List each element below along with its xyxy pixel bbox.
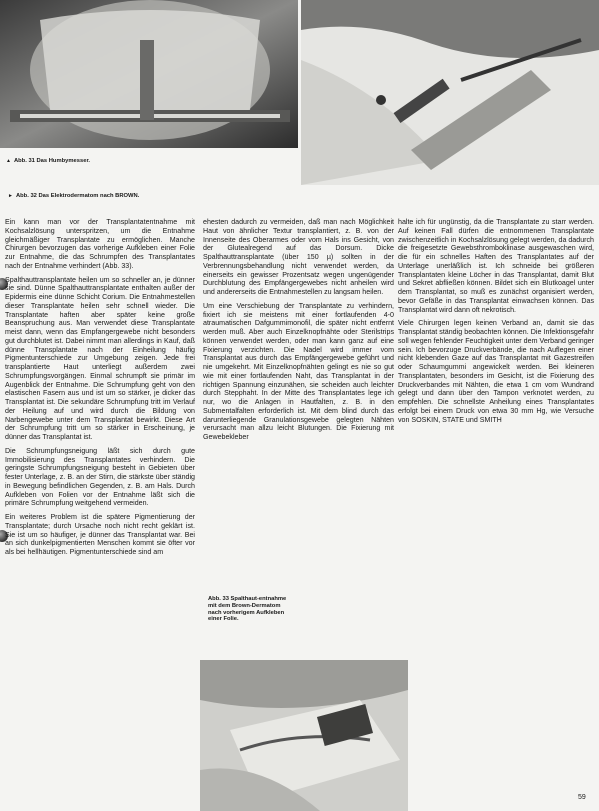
paragraph: halte ich für ungünstig, da die Transplantate zu starr werden. Auf keinen Fall dürfen die entnommenen Transplantate zwischenzeitlich in Kochsalzlösung gelegt werden, da dadurch die freigesetzte Gewebsthromboklinase ausgewaschen wird, die für ein schnelles Haften des Transplantates auf der Unterlage unerläßlich ist. Ich schneide bei größeren Transplantaten kleine Löcher in das Transplantat, damit Blut und Sekret abfließen können. Bildet sich ein Blutkoagel unter dem Transplantat, so muß es zunächst organisiert werden, bevor Gefäße in das Transplantat einwachsen können. Das Transplantat wird dann oft nekrotisch. (398, 218, 594, 314)
triangle-right-icon: ► (8, 193, 13, 199)
text-column-1 (5, 218, 195, 562)
paragraph: Spalthauttransplantate heilen um so schneller an, je dünner sie sind. Dünne Spalthauttransplantate enthalten außer der Epidermis eine dünne Schicht Corium. Die Entnahmestellen dieser Transplantate heilen sehr schnell wieder. Die Transplantate haften aber später keine große Beanspruchung aus. Man verwendet diese Transplantate meist dann, wenn das Empfangergewebe nicht besonders gut durchblutet ist. Dabei nimmt man allerdings in Kauf, daß dünne Transplantate nach der Einheilung häufig Pigmentunterschiede zur Umgebung zeigen. Jede frei transplantierte Haut unterliegt außerdem zwei Schrumpfungsvorgängen. Einmal schrumpft sie primär im Augenblick der Entnahme. Die Schrumpfung geht von den elastischen Fasern aus und ist um so stärker, je dicker das Transplantat ist. Die sekundäre Schrumpfung tritt im Verlauf der Heilung auf und wird durch die Bildung von Narbengewebe unter dem Transplantat bewirkt. Diese Art der Schrumpfung tritt um so stärker in Erscheinung, je dünner das Transplantat ist. (5, 275, 195, 441)
paragraph: ehesten dadurch zu vermeiden, daß man nach Möglichkeit Haut von ähnlicher Textur transplantiert, z. B. von der Innenseite des Oberarmes oder vom Hals ins Gesicht, von der Glutealregend auf das Dorsum. Dicke Spalthauttransplantate (über 150 µ) sollten in der Verbrennungsbehandlung nicht verwendet werden, da einerseits ein gewisser Prozentsatz wegen ungenügender Durchblutung des Empfängergewebes nicht anheilen wird und andererseits die Entnahmestellen zu langsam heilen. (203, 218, 394, 296)
figure-31-humby-knife-photo (0, 0, 298, 148)
paragraph: Ein weiteres Problem ist die spätere Pigmentierung der Transplantate; durch Ursache noch nicht recht geklärt ist. Sie ist um so häufiger, je dünner das Transplantat war. Bei an sich dunkelpigmentierten Menschen kommt sie öfter vor als bei hellhäutigen. Pigmentunterschiede sind am (5, 513, 195, 556)
figure-32-caption: ► Abb. 32 Das Elektrodermatom nach BROWN. (8, 193, 140, 199)
figure-32-electrodermatome-photo (301, 0, 599, 185)
paragraph: Viele Chirurgen legen keinen Verband an, damit sie das Transplantat ständig beobachten können. Die Infektionsgefahr soll wegen fehlender Feuchtigkeit unter dem Verband geringer sein. Ich bevorzuge Druckverbände, die nach Auflegen einer nicht klebenden Gaze auf das Transplantat mit Gazestreifen oder Schaumgummi angewickelt werden. Bei kleineren Transplantaten, besonders im Gesicht, ist die Fixierung des Druckverbandes mit Nähten, die etwa 1 cm vom Wundrand gelegt und dann über den Tampon verknotet werden, zu empfehlen. Die schnellste Anheilung eines Transplantates erfolgt bei einem Druck von etwa 30 mm Hg, wie Versuche von SOSKIN, STATE und SMITH (398, 319, 594, 424)
paragraph: Ein kann man vor der Transplantatentnahme mit Kochsalzlösung unterspritzen, um die Entnahme gleichmäßiger Transplantate zu ermöglichen. Manche Chirurgen bevorzugen das vorherige Aufkleben einer Folie zur Entnahme, die das Schrumpfen des Transplantates nach der Entnahme verhindert (Abb. 33). (5, 218, 195, 270)
figure-33-caption: Abb. 33 Spalthaut-entnahme mit dem Brown-Dermatom nach vorherigem Aufkleben einer Folie. (208, 596, 287, 623)
figure-31-caption: ▲ Abb. 31 Das Humbymesser. (6, 158, 90, 164)
paragraph: Um eine Verschiebung der Transplantate zu verhindern, fixiert ich sie meistens mit einer fortlaufenden 4-0 atraumatischen Dafgummimonofil, die später nicht entfernt werden muß. Aber auch Einzelknopfnähte oder Sterilstrips können verwendet werden, oder man kann ganz auf eine Fixierung verzichten. Die Nadel wird immer vom Transplantat aus durch das Empfängergewebe geführt und nie umgekehrt. Mit Einzelknopfnähten gelingt es nie so gut wie mit einer fortlaufenden Naht, das Transplantat in der richtigen Spannung einzunähen, sie scheiden auch leichter durch Stepphaht. In der Mitte des Transplantates lege ich nur, wo die Anlagen in Hautfalten, z. B. in den Submentalfalten erforderlich ist. Mit dem blind durch das darunterliegende Granulationsgewebe gelegten Nähten verursacht man allzu leicht Blutungen. Die Fixierung mit Gewebekleber (203, 301, 394, 441)
paragraph: Die Schrumpfungsneigung läßt sich durch gute Immobilisierung des Transplantates verhindern. Die geringste Schrumpfungsneigung besteht in Gebieten über fester Unterlage, z. B. an der Stirn, die stärkste über ständig in Bewegung befindlichen Gegenden, z. B. am Hals. Durch Aufkleben von Folien vor der Entnahme läßt sich die primäre Schrumpfung weitgehend vermeiden. (5, 446, 195, 508)
text-column-3 (398, 218, 594, 429)
figure-33-skin-graft-photo (200, 660, 408, 811)
triangle-up-icon: ▲ (6, 158, 11, 164)
page-number: 59 (578, 794, 586, 801)
text-column-2 (203, 218, 394, 447)
